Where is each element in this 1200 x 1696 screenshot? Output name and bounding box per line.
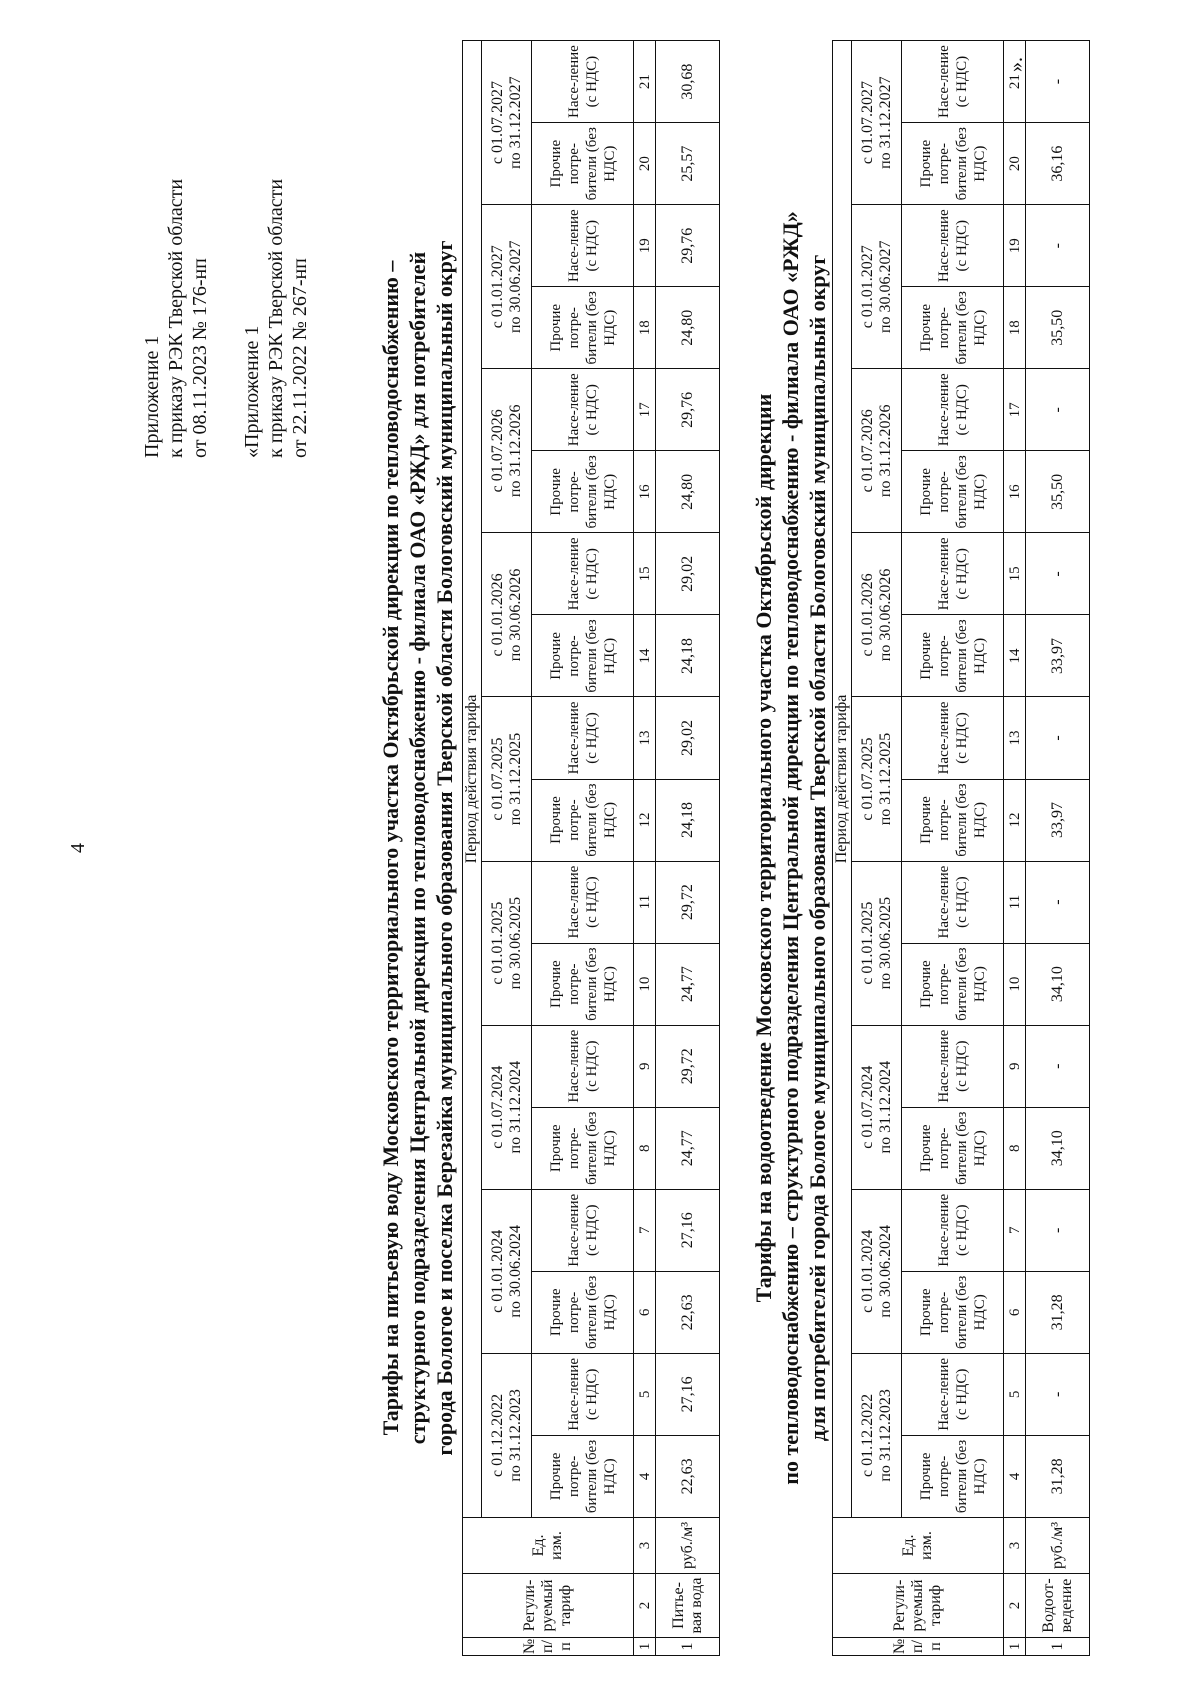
line-number-cell: 11 — [1004, 861, 1026, 943]
tariff-name: Водоот-ведение — [1026, 1573, 1090, 1637]
table1-title-line: структурного подразделения Центральной дирекции по тепловодоснабжению - филиала ОАО «РЖД» для потребителей — [405, 251, 430, 1445]
line-number-cell: 7 — [634, 1189, 656, 1271]
other-consumers-header: Прочие потре-бители (без НДС) — [532, 1107, 634, 1189]
line-number-cell: 10 — [634, 943, 656, 1025]
period-line: по 31.12.2024 — [876, 1060, 894, 1154]
population-header: Насе-ление (с НДС) — [532, 1025, 634, 1107]
table2-title-line: Тарифы на водоотведение Московского территориального участка Октябрьской дирекции — [751, 393, 776, 1303]
period-line: по 30.06.2026 — [506, 568, 524, 662]
period-cell — [482, 41, 532, 205]
other-consumers-header: Прочие потре-бители (без НДС) — [532, 779, 634, 861]
other-consumers-header: Прочие потре-бители (без НДС) — [532, 1271, 634, 1353]
value-cell: 34,10 — [1026, 943, 1090, 1025]
other-consumers-header: Прочие потре-бители (без НДС) — [532, 615, 634, 697]
period-cell — [852, 533, 902, 697]
line-number-cell: 2 — [1004, 1573, 1026, 1637]
appendix-old-line3: от 22.11.2022 № 267-нп — [289, 258, 311, 458]
period-line: с 01.01.2026 — [488, 573, 506, 657]
line-number-cell: 1 — [634, 1638, 656, 1656]
period-header: Период действия тарифа — [463, 41, 482, 1518]
appendix-new-line3: от 08.11.2023 № 176-нп — [189, 258, 211, 458]
other-consumers-header: Прочие потре-бители (без НДС) — [902, 1435, 1004, 1517]
value-cell: 22,63 — [656, 1271, 720, 1353]
line-number-cell: 9 — [634, 1025, 656, 1107]
other-consumers-header: Прочие потре-бители (без НДС) — [902, 123, 1004, 205]
line-number-cell: 5 — [634, 1353, 656, 1435]
population-header: Насе-ление (с НДС) — [902, 205, 1004, 287]
rotated-content — [45, 28, 1155, 1668]
header-row — [833, 41, 852, 1656]
period-line: с 01.07.2026 — [488, 409, 506, 493]
period-line: с 01.01.2027 — [858, 245, 876, 329]
period-line: с 01.01.2025 — [858, 901, 876, 985]
period-cell — [852, 1025, 902, 1189]
population-header: Насе-ление (с НДС) — [532, 205, 634, 287]
table2 — [832, 40, 1090, 1656]
line-number-cell: 17 — [634, 369, 656, 451]
period-cell — [482, 533, 532, 697]
value-cell: 24,18 — [656, 779, 720, 861]
period-line: по 31.12.2027 — [506, 76, 524, 169]
table1-title — [377, 68, 458, 1628]
consumer-row — [532, 41, 634, 1656]
population-header: Насе-ление (с НДС) — [902, 861, 1004, 943]
unit-cell: руб./м³ — [1026, 1517, 1090, 1573]
population-header: Насе-ление (с НДС) — [902, 697, 1004, 779]
period-line: с 01.07.2026 — [858, 409, 876, 493]
period-line: с 01.07.2024 — [488, 1065, 506, 1149]
other-consumers-header: Прочие потре-бители (без НДС) — [902, 451, 1004, 533]
tariff-name: Питье-вая вода — [656, 1573, 720, 1637]
period-line: по 31.12.2025 — [876, 732, 894, 826]
period-cell — [482, 205, 532, 369]
col-unit-header: Ед. изм. — [833, 1517, 1004, 1573]
value-cell: 35,50 — [1026, 451, 1090, 533]
period-line: по 31.12.2026 — [506, 404, 524, 498]
closing-quote: ». — [1005, 57, 1027, 72]
period-cell — [852, 41, 902, 205]
population-header: Насе-ление (с НДС) — [532, 697, 634, 779]
other-consumers-header: Прочие потре-бители (без НДС) — [902, 287, 1004, 369]
value-cell: 30,68 — [656, 41, 720, 123]
period-line: по 31.12.2026 — [876, 404, 894, 498]
period-line: по 30.06.2027 — [506, 240, 524, 334]
period-cell — [852, 1353, 902, 1517]
period-line: по 30.06.2026 — [876, 568, 894, 662]
line-number-cell: 15 — [1004, 533, 1026, 615]
appendix-old-line2: к приказу РЭК Тверской области — [265, 178, 287, 458]
period-cell — [852, 205, 902, 369]
value-cell: 29,72 — [656, 1025, 720, 1107]
appendix-new-line1: Приложение 1 — [141, 335, 163, 458]
period-line: с 01.12.2022 — [488, 1393, 506, 1477]
value-cell: 24,77 — [656, 943, 720, 1025]
col-number-header: № п/п — [833, 1638, 1004, 1656]
header-row — [463, 41, 482, 1656]
row-number: 1 — [1026, 1638, 1090, 1656]
page-number: 4 — [67, 843, 89, 853]
value-cell: 27,16 — [656, 1189, 720, 1271]
table-row — [1026, 41, 1090, 1656]
population-header: Насе-ление (с НДС) — [902, 41, 1004, 123]
value-cell: 24,18 — [656, 615, 720, 697]
table1-title-line: города Бологое и поселка Березайка муниципального образования Тверской области Бологовский муниципальный округ — [432, 240, 457, 1456]
period-cell — [482, 1353, 532, 1517]
period-line: с 01.07.2024 — [858, 1065, 876, 1149]
other-consumers-header: Прочие потре-бители (без НДС) — [902, 615, 1004, 697]
period-line: по 30.06.2024 — [506, 1225, 524, 1318]
period-cell — [482, 1189, 532, 1353]
other-consumers-header: Прочие потре-бители (без НДС) — [532, 287, 634, 369]
line-number-cell: 4 — [1004, 1435, 1026, 1517]
appendix-old — [240, 38, 312, 458]
period-line: с 01.01.2026 — [858, 573, 876, 657]
line-number-cell: 6 — [1004, 1271, 1026, 1353]
population-header: Насе-ление (с НДС) — [532, 1353, 634, 1435]
col-tariff-header: Регули-руемый тариф — [833, 1573, 1004, 1637]
value-cell: 29,76 — [656, 369, 720, 451]
period-cell — [852, 1189, 902, 1353]
line-number-cell: 18 — [1004, 287, 1026, 369]
line-number-cell: 3 — [634, 1517, 656, 1573]
line-number-row — [1004, 41, 1026, 1656]
value-cell: 27,16 — [656, 1353, 720, 1435]
value-cell: 35,50 — [1026, 287, 1090, 369]
table2-title — [750, 68, 831, 1628]
line-number-cell: 19 — [1004, 205, 1026, 287]
col-tariff-header: Регули-руемый тариф — [463, 1573, 634, 1637]
line-number-cell: 17 — [1004, 369, 1026, 451]
period-line: с 01.01.2024 — [488, 1229, 506, 1313]
line-number-cell: 10 — [1004, 943, 1026, 1025]
population-header: Насе-ление (с НДС) — [532, 41, 634, 123]
line-number-cell: 13 — [1004, 697, 1026, 779]
period-row — [852, 41, 902, 1656]
appendix-old-line1: «Приложение 1 — [241, 325, 263, 458]
line-number-cell: 1 — [1004, 1638, 1026, 1656]
line-number-cell: 5 — [1004, 1353, 1026, 1435]
line-number-cell: 20 — [1004, 123, 1026, 205]
period-line: с 01.12.2022 — [858, 1393, 876, 1477]
line-number-cell: 2 — [634, 1573, 656, 1637]
value-cell: 31,28 — [1026, 1435, 1090, 1517]
line-number-cell: 8 — [1004, 1107, 1026, 1189]
unit-cell: руб./м³ — [656, 1517, 720, 1573]
period-line: с 01.07.2027 — [858, 81, 876, 165]
consumer-row — [902, 41, 1004, 1656]
line-number-cell: 11 — [634, 861, 656, 943]
value-cell: 22,63 — [656, 1435, 720, 1517]
line-number-row — [634, 41, 656, 1656]
value-cell: 34,10 — [1026, 1107, 1090, 1189]
table-row — [656, 41, 720, 1656]
population-header: Насе-ление (с НДС) — [532, 533, 634, 615]
value-cell: - — [1026, 861, 1090, 943]
table2-title-line: для потребителей города Бологое муниципального образования Тверской области Бологовский муниципальный округ — [805, 254, 830, 1442]
period-cell — [482, 1025, 532, 1189]
period-line: с 01.07.2025 — [858, 737, 876, 821]
other-consumers-header: Прочие потре-бители (без НДС) — [532, 123, 634, 205]
period-cell — [852, 369, 902, 533]
value-cell: 29,02 — [656, 533, 720, 615]
period-cell — [482, 861, 532, 1025]
appendix-new — [140, 38, 212, 458]
period-line: с 01.01.2025 — [488, 901, 506, 985]
line-number-cell: 16 — [634, 451, 656, 533]
period-line: по 30.06.2024 — [876, 1225, 894, 1318]
population-header: Насе-ление (с НДС) — [902, 1353, 1004, 1435]
value-cell: 25,57 — [656, 123, 720, 205]
period-line: с 01.07.2027 — [488, 81, 506, 165]
period-cell — [852, 697, 902, 861]
population-header: Насе-ление (с НДС) — [532, 861, 634, 943]
value-cell: - — [1026, 1353, 1090, 1435]
line-number-cell: 12 — [1004, 779, 1026, 861]
other-consumers-header: Прочие потре-бители (без НДС) — [532, 451, 634, 533]
period-cell — [482, 369, 532, 533]
table2-title-line: по тепловодоснабжению – структурного подразделения Центральной дирекции по тепловодоснабжению - филиала ОАО «РЖД» — [778, 211, 803, 1485]
line-number-cell: 7 — [1004, 1189, 1026, 1271]
line-number-cell: 18 — [634, 287, 656, 369]
line-number-cell: 21 — [634, 41, 656, 123]
period-line: по 31.12.2023 — [876, 1389, 894, 1482]
other-consumers-header: Прочие потре-бители (без НДС) — [902, 1271, 1004, 1353]
period-line: по 30.06.2025 — [506, 896, 524, 990]
value-cell: 29,72 — [656, 861, 720, 943]
population-header: Насе-ление (с НДС) — [902, 369, 1004, 451]
value-cell: - — [1026, 369, 1090, 451]
value-cell: - — [1026, 1189, 1090, 1271]
line-number-cell: 20 — [634, 123, 656, 205]
line-number-cell: 19 — [634, 205, 656, 287]
line-number-cell: 9 — [1004, 1025, 1026, 1107]
value-cell: 24,80 — [656, 451, 720, 533]
period-line: с 01.01.2024 — [858, 1229, 876, 1313]
other-consumers-header: Прочие потре-бители (без НДС) — [902, 779, 1004, 861]
line-number-cell: 13 — [634, 697, 656, 779]
value-cell: 24,77 — [656, 1107, 720, 1189]
appendix-new-line2: к приказу РЭК Тверской области — [165, 178, 187, 458]
line-number-cell: 4 — [634, 1435, 656, 1517]
period-line: по 31.12.2027 — [876, 76, 894, 169]
value-cell: - — [1026, 1025, 1090, 1107]
period-cell — [852, 861, 902, 1025]
period-header: Период действия тарифа — [833, 41, 852, 1518]
table1 — [462, 40, 720, 1656]
table1-title-line: Тарифы на питьевую воду Московского территориального участка Октябрьской дирекции по тепловодоснабжению – — [378, 260, 403, 1436]
period-row — [482, 41, 532, 1656]
population-header: Насе-ление (с НДС) — [532, 369, 634, 451]
value-cell: 33,97 — [1026, 615, 1090, 697]
other-consumers-header: Прочие потре-бители (без НДС) — [532, 1435, 634, 1517]
population-header: Насе-ление (с НДС) — [902, 533, 1004, 615]
period-line: по 31.12.2025 — [506, 732, 524, 826]
value-cell: 31,28 — [1026, 1271, 1090, 1353]
line-number-cell: 15 — [634, 533, 656, 615]
value-cell: - — [1026, 697, 1090, 779]
value-cell: 24,80 — [656, 287, 720, 369]
line-number-cell: 16 — [1004, 451, 1026, 533]
value-cell: - — [1026, 533, 1090, 615]
value-cell: 36,16 — [1026, 123, 1090, 205]
population-header: Насе-ление (с НДС) — [532, 1189, 634, 1271]
population-header: Насе-ление (с НДС) — [902, 1189, 1004, 1271]
period-cell — [482, 697, 532, 861]
other-consumers-header: Прочие потре-бители (без НДС) — [902, 1107, 1004, 1189]
other-consumers-header: Прочие потре-бители (без НДС) — [902, 943, 1004, 1025]
value-cell: 33,97 — [1026, 779, 1090, 861]
period-line: с 01.07.2025 — [488, 737, 506, 821]
col-number-header: № п/п — [463, 1638, 634, 1656]
line-number-cell: 14 — [1004, 615, 1026, 697]
col-unit-header: Ед. изм. — [463, 1517, 634, 1573]
other-consumers-header: Прочие потре-бители (без НДС) — [532, 943, 634, 1025]
value-cell: 29,76 — [656, 205, 720, 287]
period-line: по 30.06.2025 — [876, 896, 894, 990]
row-number: 1 — [656, 1638, 720, 1656]
line-number-cell: 12 — [634, 779, 656, 861]
value-cell: - — [1026, 205, 1090, 287]
period-line: по 31.12.2023 — [506, 1389, 524, 1482]
line-number-cell: 3 — [1004, 1517, 1026, 1573]
line-number-cell: 14 — [634, 615, 656, 697]
line-number-cell: 6 — [634, 1271, 656, 1353]
period-line: с 01.01.2027 — [488, 245, 506, 329]
period-line: по 30.06.2027 — [876, 240, 894, 334]
line-number-cell: 8 — [634, 1107, 656, 1189]
value-cell: - — [1026, 41, 1090, 123]
period-line: по 31.12.2024 — [506, 1060, 524, 1154]
value-cell: 29,02 — [656, 697, 720, 779]
population-header: Насе-ление (с НДС) — [902, 1025, 1004, 1107]
line-number-cell: 21 — [1004, 41, 1026, 123]
